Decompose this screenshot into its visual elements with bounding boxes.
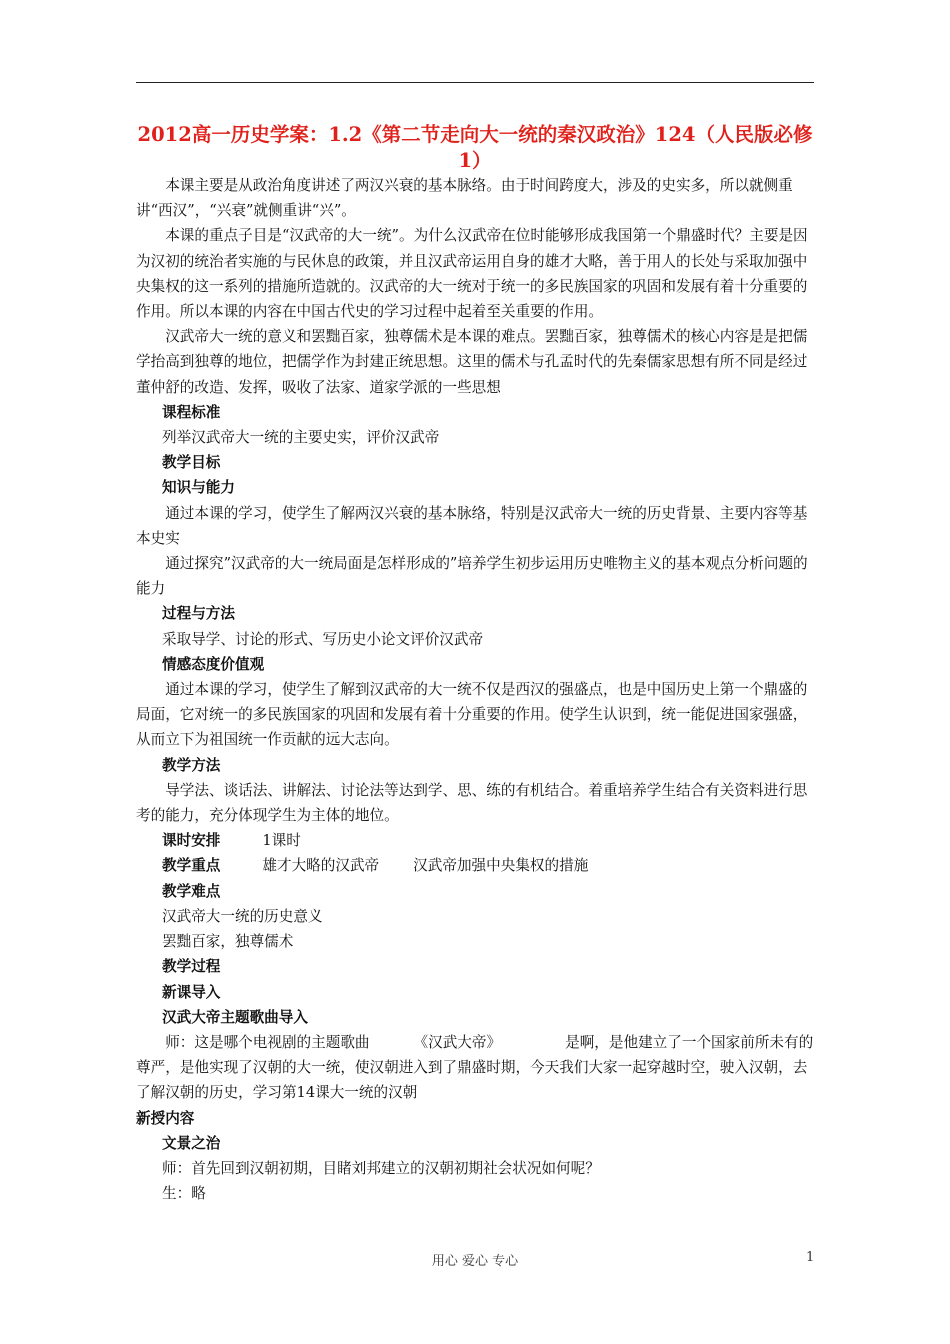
heading-process-method: 过程与方法 [162,605,235,623]
key-point-2: 汉武帝加强中央集权的措施 [413,857,589,875]
document-body [136,173,814,1206]
dialog-teacher-1-c: 是啊，是他建立了一个国家前所未有的尊严，是他实现了汉朝的大一统，使汉朝进入到了鼎盛时期，今天我们大家一起穿越时空，驶入汉朝，去了解汉朝的历史，学习第14课大一统的汉朝 [136,1033,814,1102]
emotion-values-text: 通过本课的学习，使学生了解到汉武帝的大一统不仅是西汉的强盛点，也是中国历史上第一个鼎盛的局面，它对统一的多民族国家的巩固和发展有着十分重要的作用。使学生认识到，统一能促进国家强盛，从而立下为祖国统一作贡献的远大志向。 [136,681,808,749]
heading-wenjing-rule: 文景之治 [162,1134,221,1152]
heading-new-content: 新授内容 [136,1109,195,1127]
teaching-method-text: 导学法、谈话法、讲解法、讨论法等达到学、思、练的有机结合。着重培养学生结合有关资料进行思考的能力，充分体现学生为主体的地位。 [136,781,808,825]
heading-teaching-method: 教学方法 [162,756,221,774]
difficult-point-2: 罢黜百家，独尊儒术 [162,933,294,951]
heading-theme-song-intro: 汉武大帝主题歌曲导入 [162,1008,308,1026]
header-rule [136,82,814,83]
dialog-teacher-1-a: 师：这是哪个电视剧的主题歌曲 [165,1033,370,1051]
heading-curriculum-standard: 课程标准 [162,403,221,421]
heading-class-hours: 课时安排 [162,832,221,850]
page-footer: 用心 爱心 专心 [431,1254,519,1269]
heading-difficult-points: 教学难点 [162,882,221,900]
dialog-teacher-1-b: 《汉武大帝》 [413,1033,502,1051]
heading-emotion-values: 情感态度价值观 [162,655,265,673]
intro-paragraph-3: 汉武帝大一统的意义和罢黜百家，独尊儒术是本课的难点。罢黜百家，独尊儒术的核心内容是是把儒学抬高到独尊的地位，把儒学作为封建正统思想。这里的儒术与孔孟时代的先秦儒家思想有所不同是经过董仲舒的改造、发挥，吸收了法家、道家学派的一些思想 [136,328,808,396]
key-points-line [136,853,814,878]
document-title: 2012高一历史学案：1.2《第二节走向大一统的秦汉政治》124（人民版必修1） [137,123,813,172]
class-hours-value: 1课时 [262,832,301,850]
process-method-text: 采取导学、讨论的形式、写历史小论文评价汉武帝 [162,630,484,648]
heading-lesson-intro: 新课导入 [162,983,221,1001]
intro-paragraph-2: 本课的重点子目是“汉武帝的大一统”。为什么汉武帝在位时能够形成我国第一个鼎盛时代？主要是因为汉初的统治者实施的与民休息的政策，并且汉武帝运用自身的雄才大略，善于用人的长处与采取加强中央集权的这一系列的措施所造就的。汉武帝的大一统对于统一的多民族国家的巩固和发展有着十分重要的作用。所以本课的内容在中国古代史的学习过程中起着至关重要的作用。 [136,227,808,321]
page-number: 1 [806,1250,815,1265]
heading-teaching-process: 教学过程 [162,958,221,976]
dialog-teacher-2: 师：首先回到汉朝初期，目睹刘邦建立的汉朝初期社会状况如何呢？ [162,1159,600,1177]
heading-knowledge-ability: 知识与能力 [162,479,235,497]
knowledge-ability-text-2: 通过探究”汉武帝的大一统局面是怎样形成的”培养学生初步运用历史唯物主义的基本观点分析问题的能力 [136,555,808,598]
knowledge-ability-text-1: 通过本课的学习，使学生了解两汉兴衰的基本脉络，特别是汉武帝大一统的历史背景、主要内容等基本史实 [136,504,808,547]
key-point-1: 雄才大略的汉武帝 [262,857,380,875]
class-hours-line [136,828,814,853]
difficult-point-1: 汉武帝大一统的历史意义 [162,907,323,925]
intro-paragraph-1: 本课主要是从政治角度讲述了两汉兴衰的基本脉络。由于时间跨度大，涉及的史实多，所以就侧重讲“西汉”，“兴衰”就侧重讲“兴”。 [136,177,793,220]
dialog-student-1: 生：略 [162,1185,206,1203]
heading-key-points: 教学重点 [162,857,221,875]
heading-teaching-goals: 教学目标 [162,454,221,472]
dialog-teacher-1 [136,1030,814,1106]
curriculum-standard-text: 列举汉武帝大一统的主要史实，评价汉武帝 [162,429,440,447]
